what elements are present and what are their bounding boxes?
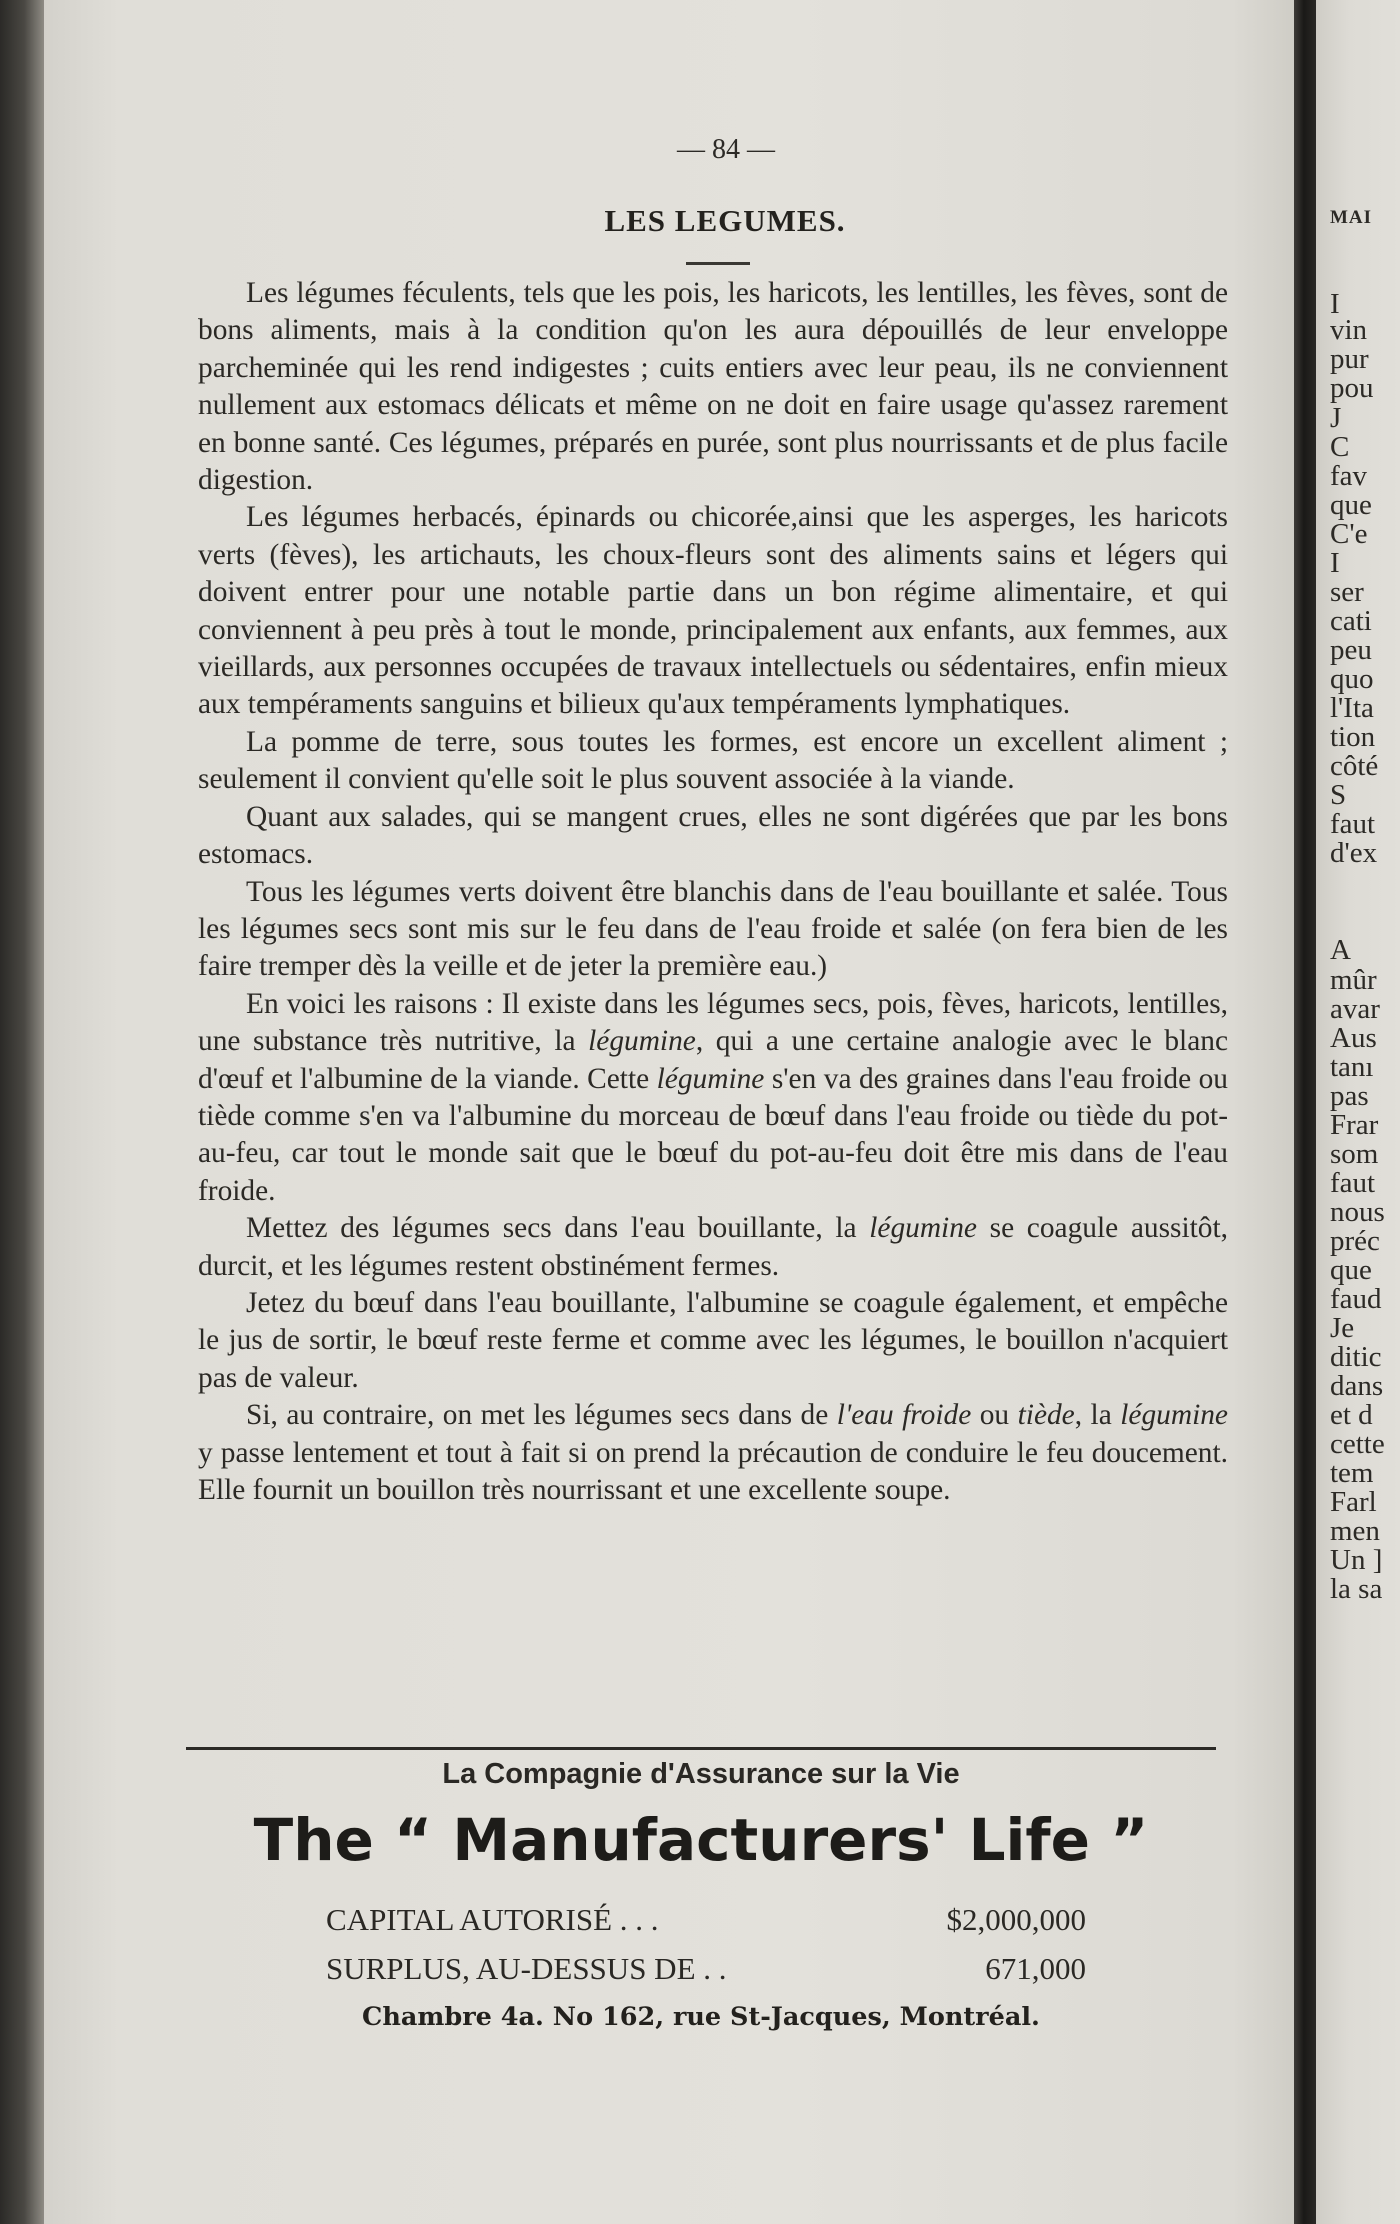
facing-page-text: tanı bbox=[1330, 1051, 1374, 1083]
advertisement-divider bbox=[186, 1747, 1216, 1750]
ad-brand-name: The “ Manufacturers' Life ” bbox=[253, 1806, 1149, 1874]
ad-row-label: CAPITAL AUTORISÉ . . . bbox=[326, 1902, 659, 1937]
ad-heading: La Compagnie d'Assurance sur la Vie bbox=[442, 1758, 960, 1790]
facing-page-text: C'e bbox=[1330, 518, 1368, 550]
facing-page-text: tion bbox=[1330, 721, 1376, 753]
paragraph bbox=[198, 874, 1228, 986]
text-run: Quant aux salades, qui se mangent crues, elles ne sont digérées que par les bons estomacs. bbox=[198, 800, 1228, 871]
text-run: , qui a une certaine analogie avec le blanc d'œuf et l'albumine de la viande. Cette bbox=[198, 1025, 1228, 1095]
facing-page-text: Frar bbox=[1330, 1109, 1379, 1141]
paragraph bbox=[198, 1285, 1228, 1397]
facing-page-text: tem bbox=[1330, 1457, 1374, 1489]
paragraph bbox=[198, 499, 1228, 723]
text-run: Mettez des légumes secs dans l'eau bouillante, la bbox=[246, 1212, 870, 1245]
page-number: — 84 — bbox=[677, 134, 775, 165]
book-left-edge bbox=[0, 0, 44, 2224]
italic-term: l'eau froide bbox=[836, 1399, 972, 1432]
facing-page-text: Aus bbox=[1330, 1022, 1377, 1054]
facing-page-text: dans bbox=[1330, 1370, 1384, 1402]
ad-row-surplus bbox=[326, 1951, 1086, 1991]
facing-page-text: Un ] bbox=[1330, 1544, 1383, 1576]
italic-term: légumine bbox=[1120, 1399, 1228, 1432]
article-body bbox=[198, 275, 1228, 1509]
facing-page-text: pas bbox=[1330, 1080, 1369, 1112]
text-run: s'en va des graines dans l'eau froide ou tiède comme s'en va l'albumine du morceau de bœuf dans l'eau froide ou tiède du pot-au-feu, car tout le monde sait que le bœuf du pot-au-feu doit être mis dans de l'eau froide. bbox=[198, 1062, 1228, 1207]
text-run: Si, au contraire, on met les légumes secs dans de bbox=[246, 1399, 837, 1432]
facing-page-text: som bbox=[1330, 1138, 1379, 1170]
facing-page-text: C bbox=[1330, 431, 1350, 463]
facing-page-text: faud bbox=[1330, 1283, 1382, 1315]
facing-page-text: pur bbox=[1330, 343, 1369, 375]
italic-term: tiède bbox=[1017, 1399, 1075, 1432]
facing-page-text: Farl bbox=[1330, 1486, 1377, 1518]
facing-page-text: la sa bbox=[1330, 1573, 1383, 1605]
text-run: y passe lentement et tout à fait si on prend la précaution de conduire le feu doucement. Elle fournit un bouillon très nourrissant et une excellente soupe. bbox=[198, 1436, 1228, 1506]
ad-address: Chambre 4a. No 162, rue St-Jacques, Montréal. bbox=[362, 2002, 1040, 2032]
facing-page-text: ditic bbox=[1330, 1341, 1382, 1373]
ad-row-label: SURPLUS, AU-DESSUS DE . . bbox=[326, 1951, 727, 1986]
text-run: Les légumes herbacés, épinards ou chicorée,ainsi que les asperges, les haricots verts (fèves), les artichauts, les choux-fleurs sont des aliments sains et légers qui doivent entrer pour une notable partie dans un bon régime alimentaire, et qui conviennent à peu près à tout le monde, principalement aux enfants, aux femmes, aux vieillards, aux personnes occupées de travaux intellectuels ou sédentaires, enfin mieux aux tempéraments sanguins et bilieux qu'aux tempéraments lymphatiques. bbox=[198, 501, 1228, 721]
text-run: se coagule aussitôt, durcit, et les légumes restent obstinément fermes. bbox=[198, 1212, 1228, 1282]
facing-page-text: faut bbox=[1330, 1167, 1376, 1199]
facing-page-fragment bbox=[1316, 0, 1400, 2224]
facing-page-text: l'Ita bbox=[1330, 692, 1374, 724]
text-run: En voici les raisons : Il existe dans les légumes secs, pois, fèves, haricots, lentilles, une substance très nutritive, la bbox=[198, 987, 1228, 1058]
facing-page-text: nous bbox=[1330, 1196, 1385, 1228]
facing-page-text: que bbox=[1330, 489, 1372, 521]
text-run: Jetez du bœuf dans l'eau bouillante, l'albumine se coagule également, et empêche le jus de sortir, le bœuf reste ferme et comme avec les légumes, le bouillon n'acquiert pas de valeur. bbox=[198, 1286, 1228, 1394]
facing-page-text: cette bbox=[1330, 1428, 1385, 1460]
facing-page-text: quo bbox=[1330, 663, 1374, 695]
italic-term: légumine bbox=[656, 1062, 765, 1095]
facing-page-text: côté bbox=[1330, 750, 1379, 782]
text-run: La pomme de terre, sous toutes les formes, est encore un excellent aliment ; seulement il convient qu'elle soit le plus souvent associée à la viande. bbox=[198, 725, 1228, 796]
facing-page-text: I bbox=[1330, 288, 1340, 320]
facing-page-text: que bbox=[1330, 1254, 1372, 1286]
facing-page-text: pou bbox=[1330, 372, 1374, 404]
text-run: ou bbox=[971, 1399, 1018, 1432]
facing-page-text: d'ex bbox=[1330, 837, 1378, 869]
facing-page-text: et d bbox=[1330, 1399, 1373, 1431]
facing-page-text: préc bbox=[1330, 1225, 1380, 1257]
facing-page-text: fav bbox=[1330, 460, 1368, 492]
facing-page-text: vin bbox=[1330, 314, 1368, 346]
paragraph bbox=[198, 1210, 1228, 1285]
facing-page-text: avar bbox=[1330, 993, 1380, 1025]
facing-page-text: faut bbox=[1330, 808, 1376, 840]
paragraph bbox=[198, 275, 1228, 499]
facing-page-text: J bbox=[1330, 402, 1342, 434]
facing-page-text: peu bbox=[1330, 634, 1372, 666]
text-run: Tous les légumes verts doivent être blanchis dans de l'eau bouillante et salée. Tous les légumes secs sont mis sur le feu dans de l'eau froide et salée (on fera bien de les faire tremper dès la veille et de jeter la première eau.) bbox=[198, 875, 1228, 983]
facing-page-text: I bbox=[1330, 547, 1340, 579]
facing-page-text: mûr bbox=[1330, 964, 1377, 996]
facing-page-text: men bbox=[1330, 1515, 1380, 1547]
paragraph bbox=[198, 986, 1228, 1210]
text-run: Les légumes féculents, tels que les pois, les haricots, les lentilles, les fèves, sont de bons aliments, mais à la condition qu'on les aura dépouillés de leur enveloppe parcheminée qui les rend indigestes ; cuits entiers avec leur peau, ils ne conviennent nullement aux estomacs délicats et même on ne doit en faire usage qu'assez rarement en bonne santé. Ces légumes, préparés en purée, sont plus nourrissants et de plus facile digestion. bbox=[198, 277, 1228, 497]
italic-term: légumine bbox=[588, 1025, 696, 1058]
facing-page-text: S bbox=[1330, 779, 1347, 811]
facing-page-text: A bbox=[1330, 934, 1351, 966]
title-divider bbox=[686, 262, 750, 265]
ad-row-amount: $2,000,000 bbox=[946, 1902, 1086, 1937]
page-title: LES LEGUMES. bbox=[604, 203, 846, 238]
paragraph bbox=[198, 1397, 1228, 1509]
paragraph bbox=[198, 724, 1228, 799]
book-gutter bbox=[1294, 0, 1316, 2224]
ad-row-capital bbox=[326, 1902, 1086, 1942]
facing-page-text: cati bbox=[1330, 605, 1372, 637]
facing-page-text: ser bbox=[1330, 576, 1364, 608]
ad-row-amount: 671,000 bbox=[985, 1951, 1086, 1986]
facing-page-text: Je bbox=[1330, 1312, 1355, 1344]
facing-page-text: MAI bbox=[1330, 207, 1373, 228]
paragraph bbox=[198, 799, 1228, 874]
italic-term: légumine bbox=[869, 1212, 977, 1245]
text-run: , la bbox=[1074, 1399, 1121, 1432]
